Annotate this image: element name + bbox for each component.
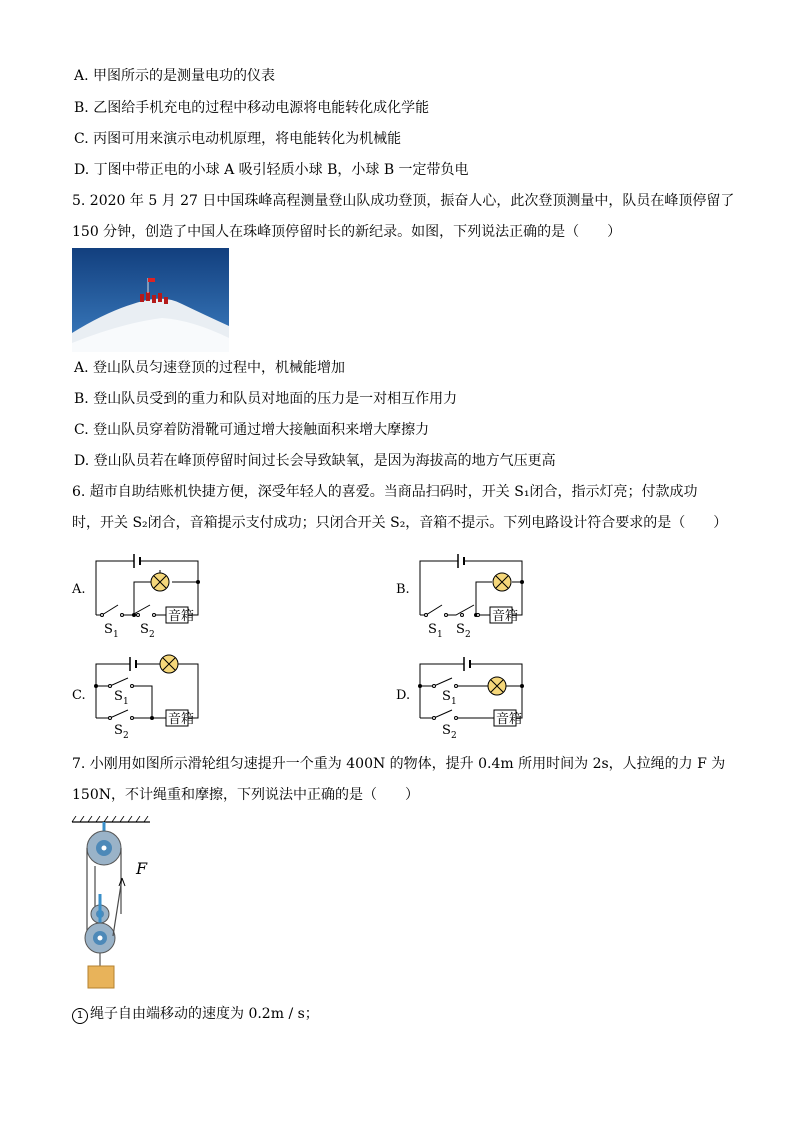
circuit-a-speaker: 音箱: [168, 609, 195, 624]
q7-item-1: 1 绳子自由端移动的速度为 0.2m / s；: [72, 1004, 319, 1024]
summit-photo: [72, 248, 229, 352]
circuit-a: [88, 545, 218, 640]
svg-text:S: S: [428, 622, 437, 637]
svg-text:S: S: [104, 622, 113, 637]
force-label: F: [136, 859, 148, 878]
circuit-d-label: D.: [396, 688, 411, 703]
svg-text:1: 1: [451, 697, 457, 707]
pulley-diagram: [70, 816, 160, 992]
q5-option-b: B. 登山队员受到的重力和队员对地面的压力是一对相互作用力: [74, 391, 458, 407]
svg-text:音箱: 音箱: [496, 712, 523, 727]
svg-text:1: 1: [123, 697, 129, 707]
circled-number: 1: [72, 1008, 88, 1024]
q5-option-a: A. 登山队员匀速登顶的过程中，机械能增加: [74, 360, 346, 376]
svg-text:S: S: [140, 622, 149, 637]
q4-option-d: D. 丁图中带正电的小球 A 吸引轻质小球 B，小球 B 一定带负电: [74, 162, 469, 178]
q7-stem-line2: 150N，不计绳重和摩擦，下列说法中正确的是（ ）: [72, 787, 419, 803]
circuit-c-label: C.: [72, 688, 86, 703]
circuit-d: [412, 648, 542, 743]
svg-text:1: 1: [113, 630, 119, 640]
q4-option-b: B. 乙图给手机充电的过程中移动电源将电能转化成化学能: [74, 100, 430, 116]
q4-option-a: A. 甲图所示的是测量电功的仪表: [74, 68, 276, 84]
svg-text:S: S: [114, 689, 123, 704]
svg-text:S: S: [114, 723, 123, 738]
q6-stem-line2: 时，开关 S₂闭合，音箱提示支付成功；只闭合开关 S₂，音箱不提示。下列电路设计符合要求的是（ ）: [72, 515, 728, 531]
q5-stem-line2: 150 分钟，创造了中国人在珠峰顶停留时长的新纪录。如图，下列说法正确的是（ ）: [72, 224, 622, 240]
svg-text:2: 2: [451, 731, 457, 741]
q4-option-c: C. 丙图可用来演示电动机原理，将电能转化为机械能: [74, 131, 402, 147]
q5-option-c: C. 登山队员穿着防滑靴可通过增大接触面积来增大摩擦力: [74, 422, 430, 438]
q7-stem-line1: 7. 小刚用如图所示滑轮组匀速提升一个重为 400N 的物体，提升 0.4m 所用时间为 2s，人拉绳的力 F 为: [72, 756, 726, 772]
svg-text:音箱: 音箱: [492, 609, 519, 624]
svg-text:S: S: [456, 622, 465, 637]
svg-text:2: 2: [465, 630, 471, 640]
svg-text:音箱: 音箱: [168, 712, 195, 727]
circuit-b: [412, 545, 542, 640]
svg-text:S: S: [442, 723, 451, 738]
q5-stem-line1: 5. 2020 年 5 月 27 日中国珠峰高程测量登山队成功登顶，振奋人心，此次登顶测量中，队员在峰顶停留了: [72, 193, 735, 209]
q5-option-d: D. 登山队员若在峰顶停留时间过长会导致缺氧，是因为海拔高的地方气压更高: [74, 453, 556, 469]
circuit-b-label: B.: [396, 582, 410, 597]
svg-text:S: S: [442, 689, 451, 704]
svg-text:2: 2: [149, 630, 155, 640]
svg-text:1: 1: [437, 630, 443, 640]
svg-text:2: 2: [123, 731, 129, 741]
circuit-c: [88, 648, 218, 743]
q6-stem-line1: 6. 超市自助结账机快捷方便，深受年轻人的喜爱。当商品扫码时，开关 S₁闭合，指示灯亮；付款成功: [72, 484, 698, 500]
circuit-a-label: A.: [72, 582, 86, 597]
